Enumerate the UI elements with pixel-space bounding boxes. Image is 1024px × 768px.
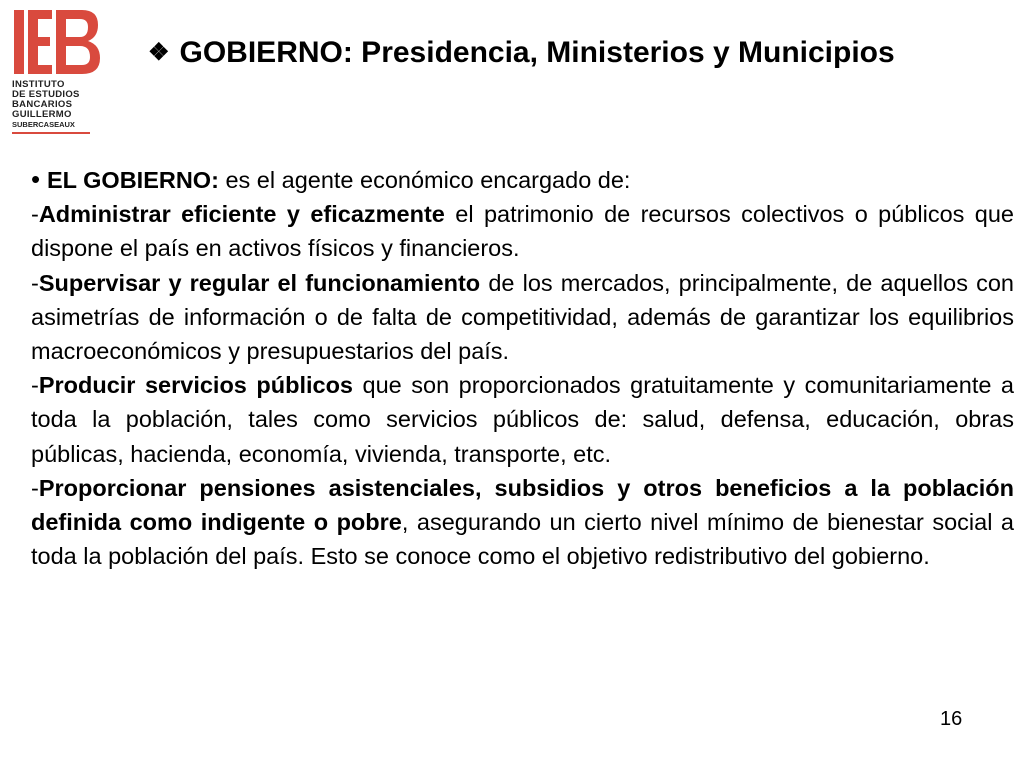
logo-underline — [12, 132, 90, 134]
item-bold: Producir servicios públicos — [38, 372, 354, 399]
item-bold: Supervisar y regular el funcionamiento — [38, 269, 481, 296]
item-text: de los mercados, principalmente, de aquellos con asimetrías de información o de falta de competitividad, además de garantizar los equilibrios macroeconómicos y presupuestarios del país. — [31, 269, 1014, 365]
diamond-bullet-icon: ❖ — [148, 39, 170, 66]
item-text: , asegurando un cierto nivel mínimo de bienestar social a toda la población del país. Esto se conoce como el objetivo redistributivo del gobierno. — [31, 509, 1014, 570]
list-item — [31, 266, 1014, 369]
bullet-icon: • — [31, 164, 41, 194]
item-prefix: - — [31, 372, 39, 399]
item-prefix: - — [31, 474, 39, 501]
logo-line-5: SUBERCASEAUX — [12, 120, 75, 129]
list-item — [31, 471, 1014, 574]
intro-bold: EL GOBIERNO: — [47, 167, 219, 193]
logo-line-3: BANCARIOS — [12, 99, 73, 110]
list-item — [31, 197, 1014, 265]
institute-logo — [12, 8, 102, 134]
intro-paragraph — [31, 162, 1014, 197]
logo-line-2: DE ESTUDIOS — [12, 89, 80, 100]
intro-text: es el agente económico encargado de: — [218, 167, 631, 193]
page-number: 16 — [940, 708, 963, 730]
item-text: que son proporcionados gratuitamente y comunitariamente a toda la población, tales como servicios públicos de: salud, defensa, educación, obras públicas, hacienda, economía, vivienda, transporte, etc. — [31, 372, 1014, 467]
logo-line-1: INSTITUTO — [12, 79, 65, 90]
slide-title — [148, 36, 895, 70]
logo-line-4: GUILLERMO — [12, 109, 72, 120]
item-prefix: - — [31, 269, 39, 296]
slide-body — [31, 162, 1014, 573]
item-text: el patrimonio de recursos colectivos o públicos que dispone el país en activos físicos y financieros. — [31, 201, 1014, 262]
ieb-logo-mark — [12, 8, 100, 76]
item-bold: Proporcionar pensiones asistenciales, subsidios y otros beneficios a la población definida como indigente o pobre — [31, 474, 1014, 536]
item-bold: Administrar eficiente y eficazmente — [38, 201, 445, 228]
slide-title-text: GOBIERNO: Presidencia, Ministerios y Municipios — [179, 36, 895, 69]
list-item — [31, 368, 1014, 471]
item-prefix: - — [31, 201, 39, 228]
logo-wordmark — [12, 80, 102, 130]
